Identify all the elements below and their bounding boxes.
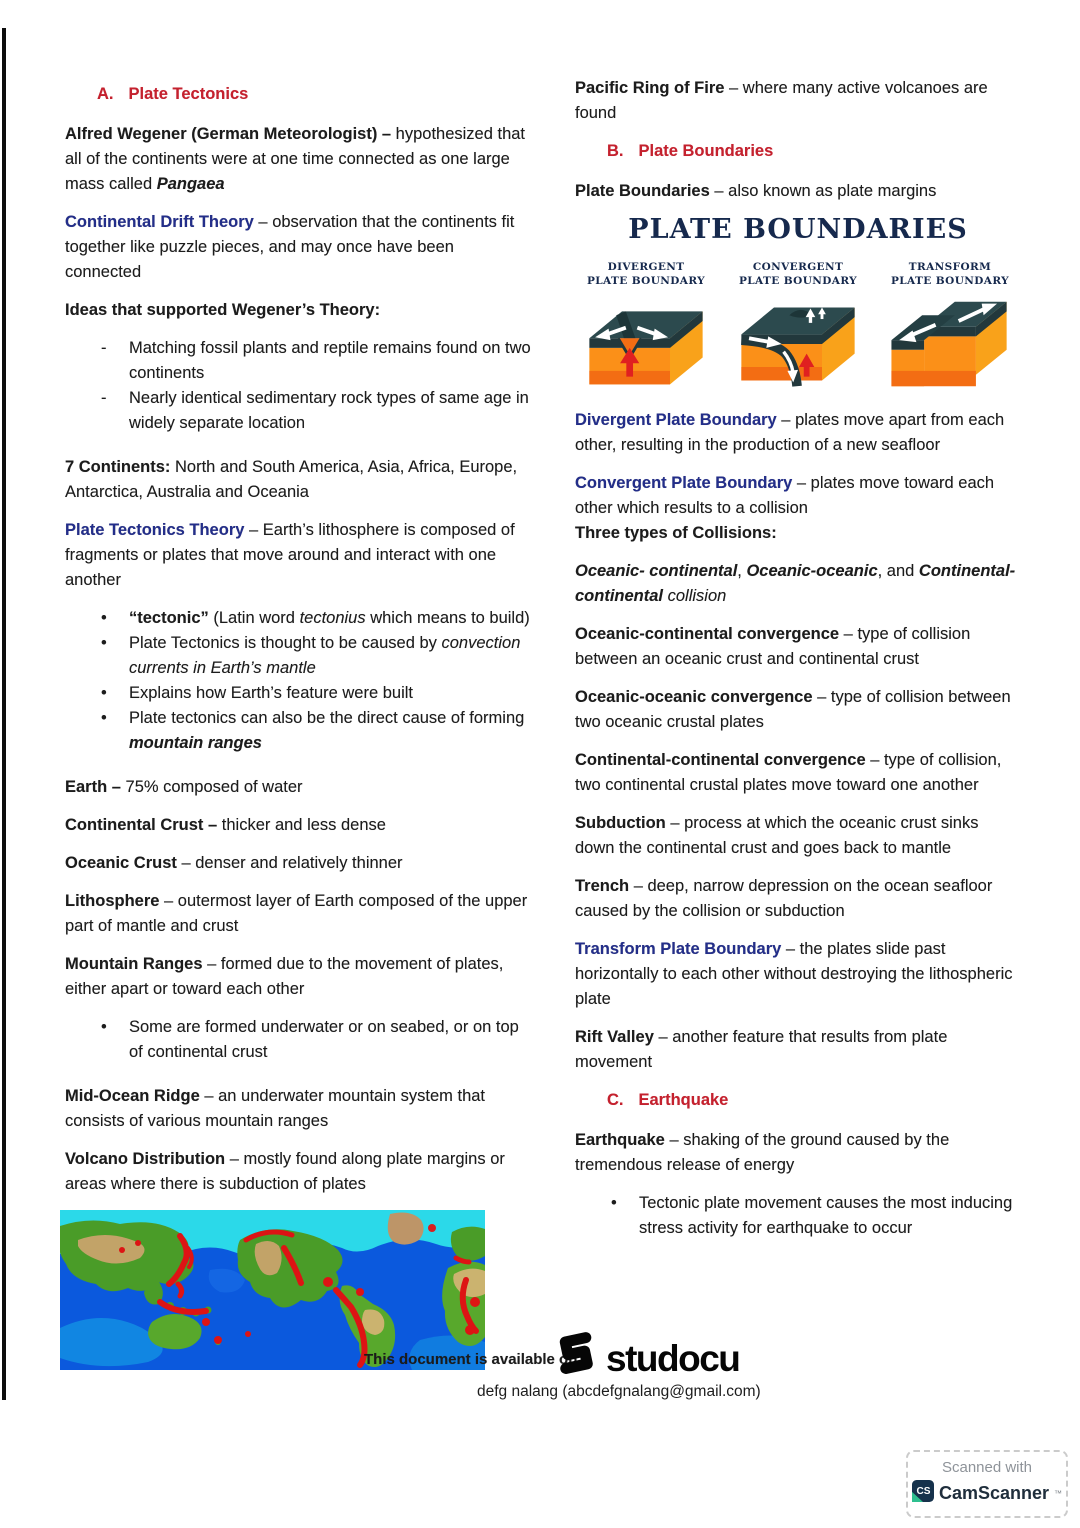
- text-run: – shaking of the ground caused by the tremendous release of energy: [575, 1131, 950, 1174]
- dash-list: [65, 336, 532, 436]
- list-item: [65, 631, 532, 681]
- paragraph: [575, 471, 1021, 546]
- text-run: Transform Plate Boundary: [575, 940, 782, 958]
- text-run: North and South America, Asia, Africa, Europe, Antarctica, Australia and Oceania: [65, 458, 518, 501]
- text-run: Oceanic- continental: [575, 562, 738, 580]
- bullet-list: [575, 1191, 1021, 1241]
- text-run: – Earth’s lithosphere is composed of fragments or plates that move around and interact with one another: [65, 521, 515, 589]
- list-item-text: [129, 709, 524, 752]
- list-item-text: [129, 684, 413, 702]
- paragraph: [575, 811, 1021, 861]
- paragraph: [65, 210, 532, 285]
- text-run: ,: [737, 562, 747, 580]
- text-run: collision: [663, 587, 727, 605]
- text-run: which means to build): [365, 609, 530, 627]
- transform-boundary-figure: [879, 260, 1021, 392]
- text-run: Nearly identical sedimentary rock types of same age in widely separate location: [129, 389, 529, 432]
- text-run: Continental Drift Theory: [65, 213, 254, 231]
- text-run: Oceanic-oceanic: [746, 562, 878, 580]
- list-marker: •: [101, 1018, 107, 1036]
- paragraph: [65, 455, 532, 505]
- text-run: convection currents in Earth’s mantle: [129, 634, 521, 677]
- transform-illustration: [886, 296, 1014, 392]
- text-run: , and: [877, 562, 919, 580]
- paragraph: [65, 952, 532, 1002]
- bullet-list: [65, 1015, 532, 1065]
- text-run: Plate Tectonics is thought to be caused by: [129, 634, 442, 652]
- list-item-text: [129, 609, 530, 627]
- text-run: Plate Tectonics Theory: [65, 521, 245, 539]
- list-item-text: [129, 1018, 519, 1061]
- list-marker: •: [101, 634, 107, 652]
- text-run: 75% composed of water: [120, 778, 303, 796]
- text-run: Subduction: [575, 814, 666, 832]
- convergent-boundary-figure: [727, 260, 869, 392]
- paragraph: [575, 1025, 1021, 1075]
- paragraph: [575, 179, 1021, 204]
- text-run: – outermost layer of Earth composed of the upper part of mantle and crust: [65, 892, 528, 935]
- text-run: Plate tectonics can also be the direct cause of forming: [129, 709, 525, 727]
- text-run: Divergent Plate Boundary: [575, 411, 777, 429]
- divergent-illustration: [582, 296, 710, 392]
- text-run: Rift Valley: [575, 1028, 654, 1046]
- camscanner-wordmark: CamScanner: [938, 1483, 1050, 1503]
- section-heading-number: C.: [607, 1091, 624, 1109]
- text-run: Some are formed underwater or on seabed, or on top of continental crust: [129, 1018, 519, 1061]
- text-run: Oceanic Crust: [65, 854, 177, 872]
- text-run: – also known as plate margins: [709, 182, 937, 200]
- text-run: Ideas that supported Wegener’s Theory:: [65, 301, 381, 319]
- paragraph: [65, 1084, 532, 1134]
- section-heading-text: Earthquake: [638, 1091, 729, 1109]
- text-run: – observation that the continents fit together like puzzle pieces, and may once have been connected: [65, 213, 515, 281]
- text-run: Continental-continental: [575, 562, 1016, 605]
- paragraph: [575, 408, 1021, 458]
- section-heading: [575, 139, 1021, 164]
- text-run: Mid-Ocean Ridge: [65, 1087, 200, 1105]
- list-marker: •: [611, 1194, 617, 1212]
- text-run: 7 Continents:: [65, 458, 171, 476]
- list-marker: -: [101, 389, 107, 407]
- list-marker: •: [101, 709, 107, 727]
- section-heading-text: Plate Tectonics: [128, 85, 249, 103]
- text-run: Earth –: [65, 778, 121, 796]
- scan-edge-line: [2, 28, 6, 1400]
- text-run: – another feature that results from plate movement: [575, 1028, 948, 1071]
- credit-line: defg nalang (abcdefgnalang@gmail.com): [477, 1383, 761, 1400]
- text-run: – plates move apart from each other, resulting in the production of a new seafloor: [575, 411, 1005, 454]
- studocu-logo: [553, 1332, 739, 1385]
- paragraph: [65, 518, 532, 593]
- text-run: thicker and less dense: [217, 816, 386, 834]
- section-heading-number: B.: [607, 142, 624, 160]
- convergent-label: CONVERGENT PLATE BOUNDARY: [738, 261, 858, 287]
- section-heading-text: Plate Boundaries: [638, 142, 774, 160]
- paragraph: [65, 1147, 532, 1197]
- text-run: – type of collision, two continental crustal plates move toward one another: [575, 751, 1002, 794]
- text-run: Pacific Ring of Fire: [575, 79, 725, 97]
- list-item-text: [129, 339, 531, 382]
- right-column: [575, 76, 1021, 1260]
- text-run: – formed due to the movement of plates, either apart or toward each other: [65, 955, 504, 998]
- list-marker: •: [101, 609, 107, 627]
- list-marker: •: [101, 684, 107, 702]
- camscanner-tm: ™: [1054, 1488, 1063, 1498]
- section-heading: [65, 82, 532, 107]
- text-run: Volcano Distribution: [65, 1150, 226, 1168]
- text-run: – the plates slide past horizontally to each other without destroying the lithospheric plate: [575, 940, 1013, 1008]
- paragraph: [575, 748, 1021, 798]
- studocu-wordmark: studocu: [606, 1337, 740, 1379]
- list-item: [65, 706, 532, 756]
- text-run: Plate Boundaries: [575, 182, 710, 200]
- text-run: – process at which the oceanic crust sinks down the continental crust and goes back to mantle: [575, 814, 979, 857]
- text-run: (Latin word: [208, 609, 300, 627]
- divergent-boundary-figure: [575, 260, 717, 392]
- paragraph: [575, 937, 1021, 1012]
- studocu-icon: [553, 1332, 599, 1385]
- list-item-text: [129, 634, 520, 677]
- text-run: – plates move toward each other which results to a collision: [575, 474, 995, 517]
- text-run: Oceanic-continental convergence: [575, 625, 840, 643]
- transform-label: TRANSFORM PLATE BOUNDARY: [890, 261, 1010, 287]
- text-run: – an underwater mountain system that consists of various mountain ranges: [65, 1087, 486, 1130]
- text-run: Explains how Earth’s feature were built: [129, 684, 414, 702]
- list-item: [65, 1015, 532, 1065]
- text-run: Continental Crust –: [65, 816, 218, 834]
- list-item: [575, 1191, 1021, 1241]
- section-heading-number: A.: [97, 85, 114, 103]
- text-run: Trench: [575, 877, 630, 895]
- studocu-watermark-text: This document is available on: [364, 1351, 578, 1368]
- paragraph: [575, 622, 1021, 672]
- paragraph: [575, 76, 1021, 126]
- section-heading: [575, 1088, 1021, 1113]
- text-run: hypothesized that all of the continents were at one time connected as one large mass called: [65, 125, 526, 193]
- paragraph: [65, 851, 532, 876]
- text-run: Convergent Plate Boundary: [575, 474, 793, 492]
- text-run: Lithosphere: [65, 892, 160, 910]
- text-run: mountain ranges: [129, 734, 262, 752]
- bullet-list: [65, 606, 532, 756]
- left-column: [65, 76, 532, 1378]
- paragraph: [575, 874, 1021, 924]
- convergent-illustration: [734, 296, 862, 392]
- plate-boundaries-diagram: [575, 214, 1021, 392]
- text-run: – where many active volcanoes are found: [575, 79, 988, 122]
- text-run: – type of collision between two oceanic crustal plates: [575, 688, 1011, 731]
- paragraph: [65, 889, 532, 939]
- text-run: Three types of Collisions:: [575, 524, 777, 542]
- text-run: Pangaea: [156, 175, 225, 193]
- text-run: Oceanic-oceanic convergence: [575, 688, 813, 706]
- text-run: Matching fossil plants and reptile remains found on two continents: [129, 339, 531, 382]
- text-run: “tectonic”: [129, 609, 209, 627]
- diagram-title: PLATE BOUNDARIES: [628, 214, 968, 245]
- scanned-with-label: Scanned with: [941, 1459, 1033, 1476]
- list-item-text: [129, 389, 529, 432]
- svg-text:CS: CS: [916, 1486, 931, 1498]
- text-run: tectonius: [299, 609, 366, 627]
- camscanner-icon: [912, 1480, 934, 1507]
- text-run: – type of collision between an oceanic crust and continental crust: [575, 625, 971, 668]
- divergent-label: DIVERGENT PLATE BOUNDARY: [586, 261, 706, 287]
- text-run: – denser and relatively thinner: [176, 854, 403, 872]
- paragraph: [65, 298, 532, 323]
- paragraph: [65, 813, 532, 838]
- camscanner-badge: [906, 1450, 1068, 1518]
- list-marker: -: [101, 339, 107, 357]
- text-run: Alfred Wegener (German Meteorologist) –: [65, 125, 396, 143]
- text-run: – mostly found along plate margins or areas where there is subduction of plates: [65, 1150, 505, 1193]
- text-run: Earthquake: [575, 1131, 665, 1149]
- paragraph: [575, 1128, 1021, 1178]
- list-item-text: [639, 1194, 1012, 1237]
- paragraph: [65, 775, 532, 800]
- paragraph: [65, 122, 532, 197]
- paragraph: [575, 685, 1021, 735]
- list-item: [65, 386, 532, 436]
- list-item: [65, 336, 532, 386]
- list-item: [65, 606, 532, 631]
- text-run: Continental-continental convergence: [575, 751, 866, 769]
- text-run: – deep, narrow depression on the ocean seafloor caused by the collision or subduction: [575, 877, 993, 920]
- paragraph: [575, 559, 1021, 609]
- text-run: Mountain Ranges: [65, 955, 203, 973]
- text-run: Tectonic plate movement causes the most inducing stress activity for earthquake to occur: [639, 1194, 1013, 1237]
- list-item: [65, 681, 532, 706]
